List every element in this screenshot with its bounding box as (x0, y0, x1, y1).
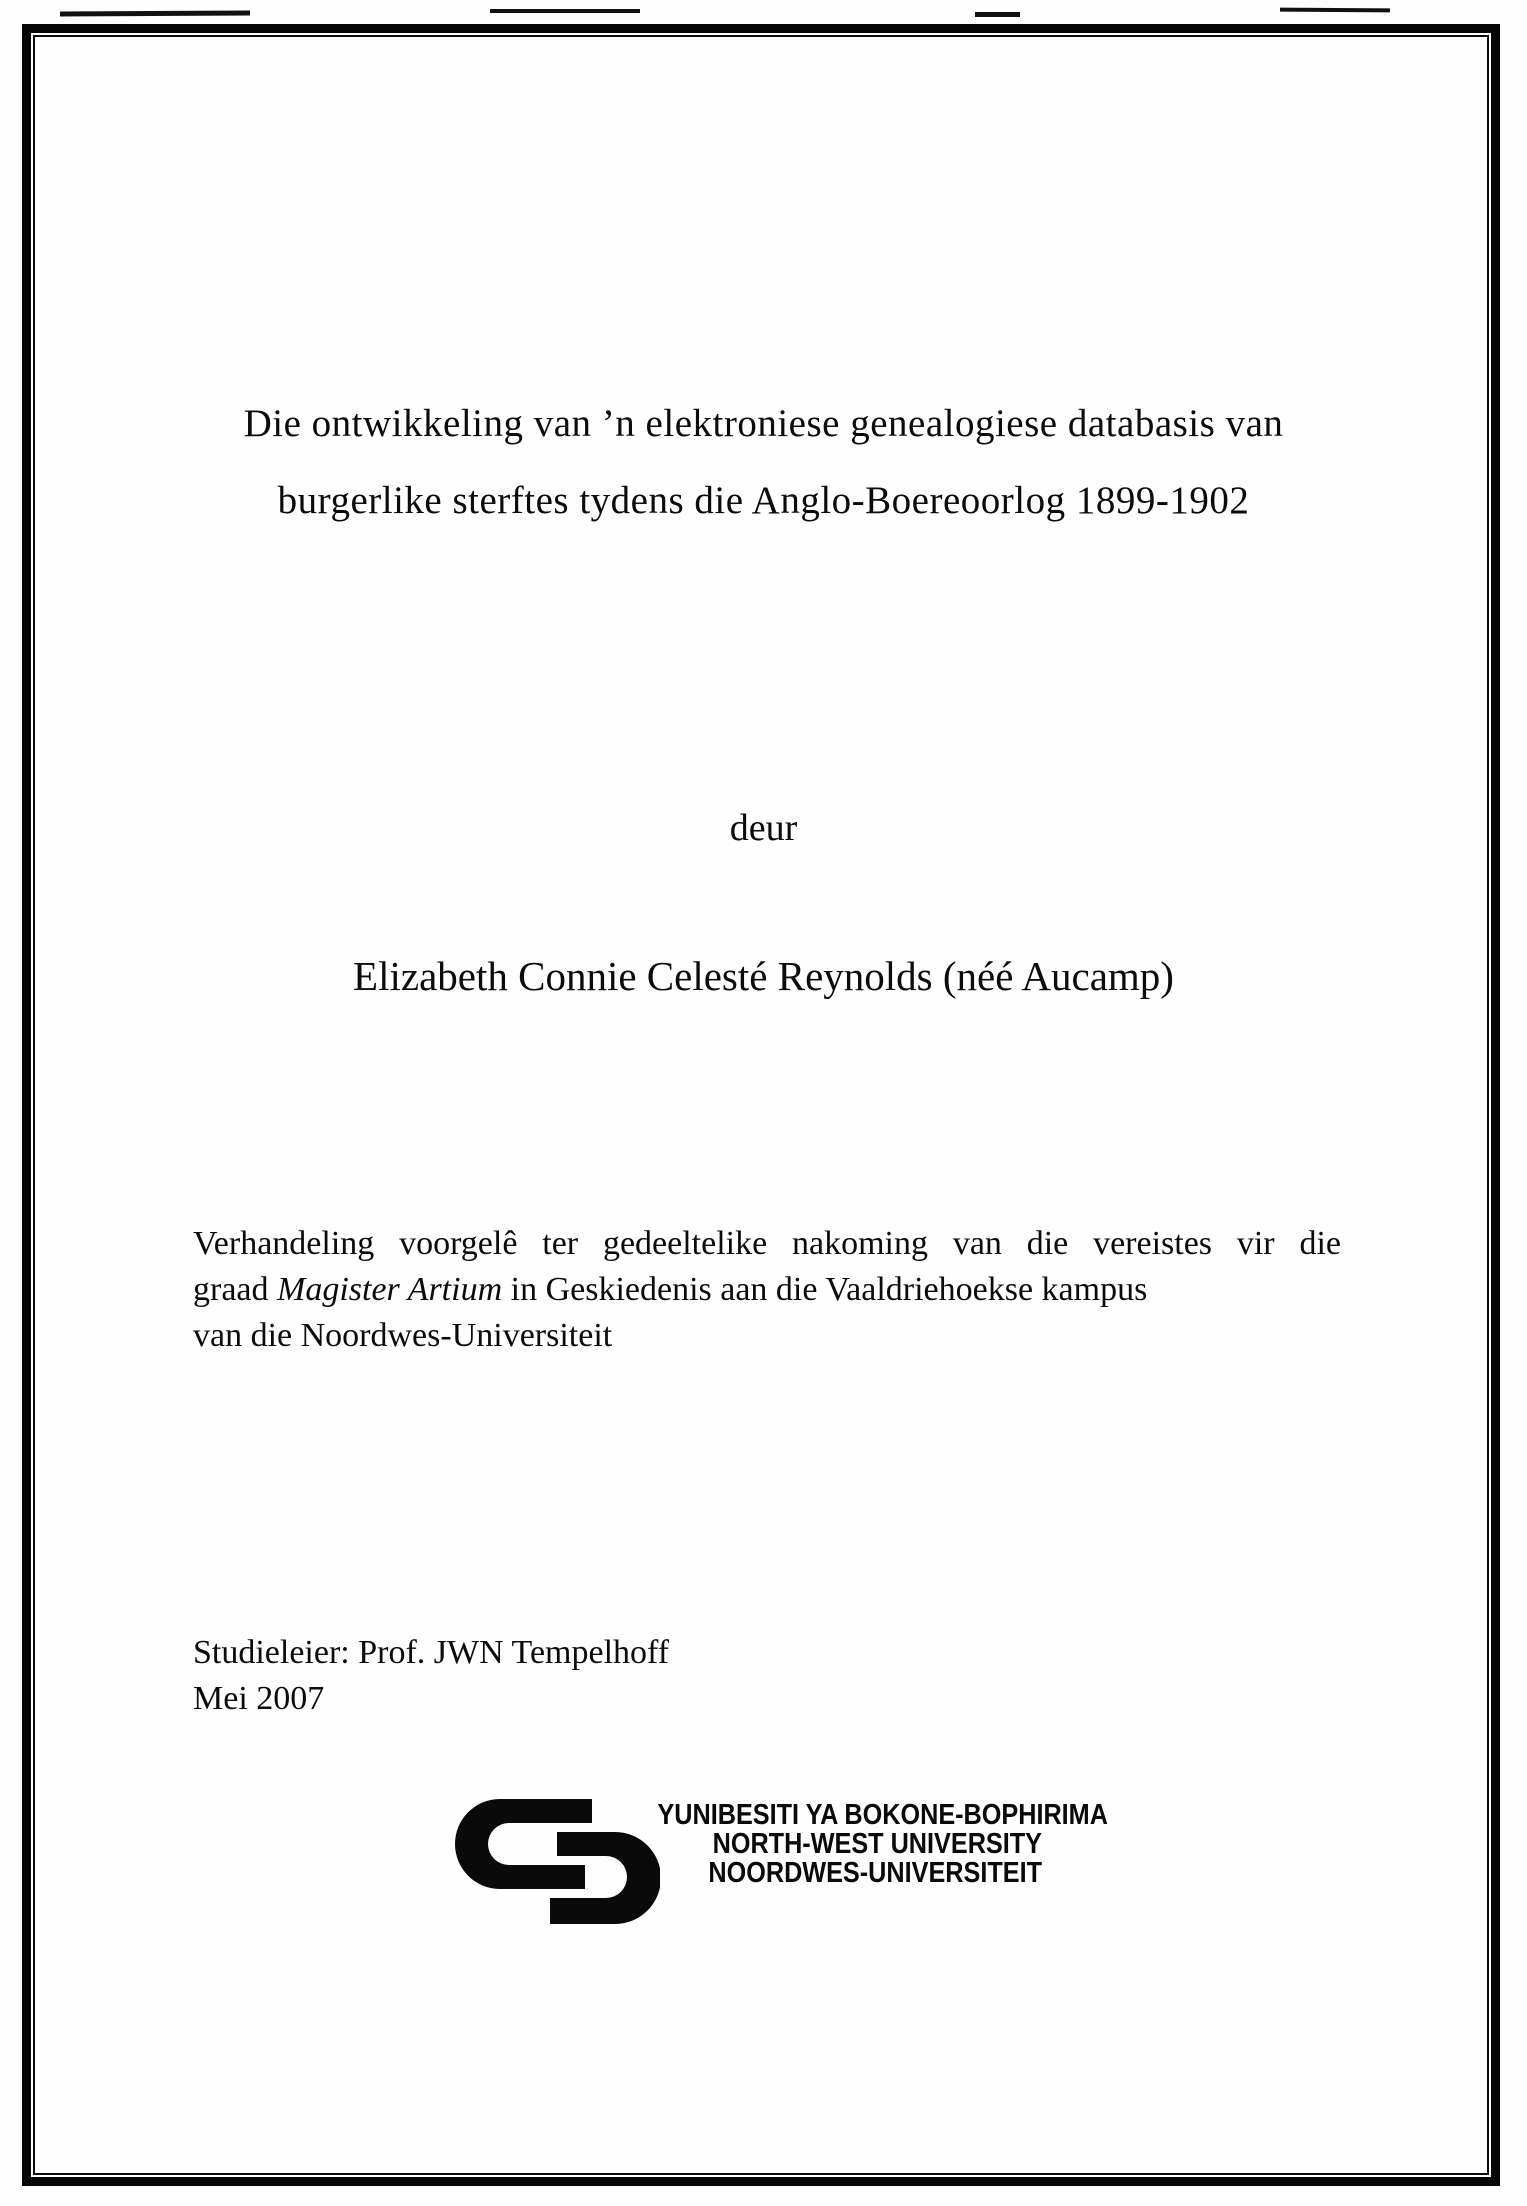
title-line-1: Die ontwikkeling van ’n elektroniese genealogiese databasis van (243, 402, 1284, 445)
university-logo-text (600, 1799, 1108, 1889)
byline: deur (729, 807, 798, 849)
logo-text-english: NORTH-WEST UNIVERSITY (712, 1828, 1042, 1860)
degree-statement (193, 1221, 1341, 1359)
author-name: Elizabeth Connie Celesté Reynolds (néé Aucamp) (353, 953, 1174, 999)
logo-text-setswana: YUNIBESITI YA BOKONE-BOPHIRIMA (657, 1799, 1108, 1831)
page-title (170, 385, 1357, 539)
scan-artifact (975, 12, 1020, 17)
statement-line-2-pre: graad (193, 1271, 278, 1308)
supervisor-line: Studieleier: Prof. JWN Tempelhoff (193, 1634, 670, 1671)
date-line: Mei 2007 (193, 1680, 325, 1717)
supervisor-block (193, 1630, 669, 1722)
degree-name: Magister Artium (277, 1271, 503, 1308)
statement-line-2 (193, 1267, 1341, 1313)
scan-artifact (490, 9, 640, 13)
scan-artifact (60, 11, 250, 17)
logo-text-afrikaans: NOORDWES-UNIVERSITEIT (708, 1857, 1042, 1889)
scan-artifact (1280, 8, 1390, 13)
title-line-2: burgerlike sterftes tydens die Anglo-Boereoorlog 1899-1902 (277, 479, 1250, 522)
statement-line-1: Verhandeling voorgelê ter gedeeltelike nakoming van die vereistes vir die (193, 1225, 1341, 1262)
statement-line-3: van die Noordwes-Universiteit (193, 1317, 613, 1354)
statement-line-2-post: in Geskiedenis aan die Vaaldriehoekse kampus (502, 1271, 1148, 1308)
